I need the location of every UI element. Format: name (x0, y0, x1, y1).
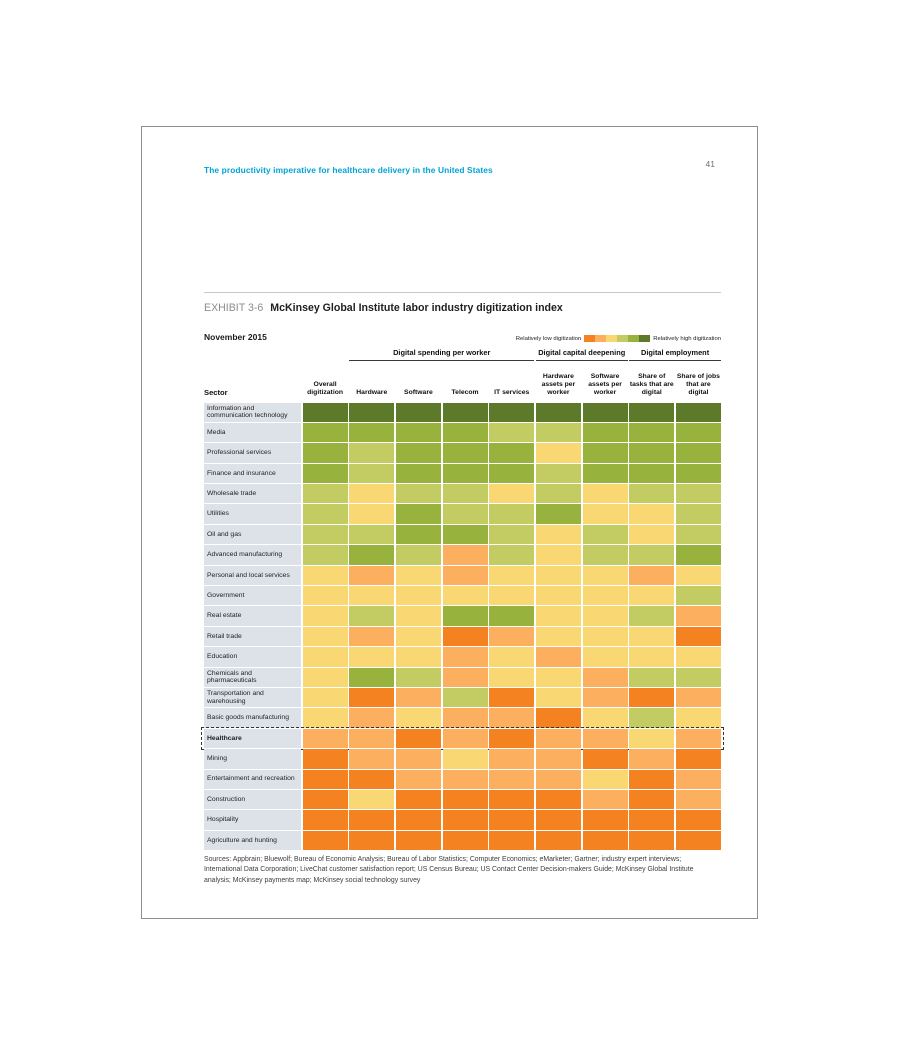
heatmap-cell (583, 525, 628, 544)
heatmap-cell (303, 443, 348, 462)
heatmap-cell (443, 749, 488, 768)
heatmap-cell (536, 566, 581, 585)
heatmap-cell (443, 525, 488, 544)
heatmap-cell (396, 668, 441, 687)
heatmap-cell (536, 504, 581, 523)
sector-label: Oil and gas (204, 525, 301, 544)
heatmap-cell (396, 504, 441, 523)
exhibit-heatmap (204, 348, 721, 851)
legend-swatch (639, 335, 650, 342)
heatmap-cell (349, 606, 394, 625)
heatmap-cell (676, 749, 721, 768)
heatmap-cell (629, 810, 674, 829)
heatmap-cell (303, 586, 348, 605)
heatmap-cell (583, 566, 628, 585)
sector-label: Retail trade (204, 627, 301, 646)
heatmap-cell (489, 423, 534, 442)
column-group-label: Digital spending per worker (349, 348, 534, 361)
heatmap-cell (629, 566, 674, 585)
heatmap-cell (396, 770, 441, 789)
heatmap-cell (396, 525, 441, 544)
heatmap-cell (443, 586, 488, 605)
heatmap-cell (396, 484, 441, 503)
heatmap-cell (396, 729, 441, 748)
sector-label: Transportation and warehousing (204, 688, 301, 707)
column-header: Software (404, 389, 433, 397)
heatmap-cell (443, 688, 488, 707)
heatmap-cell (676, 566, 721, 585)
heatmap-cell (443, 484, 488, 503)
heatmap-cell (489, 606, 534, 625)
heatmap-cell (629, 831, 674, 850)
heatmap-cell (676, 770, 721, 789)
heatmap-cell (396, 464, 441, 483)
heatmap-cell (629, 525, 674, 544)
heatmap-cell (443, 770, 488, 789)
heatmap-cell (396, 443, 441, 462)
heatmap-cell (629, 770, 674, 789)
heatmap-cell (536, 708, 581, 727)
heatmap-cell (583, 668, 628, 687)
heatmap-cell (303, 790, 348, 809)
heatmap-cell (349, 729, 394, 748)
heatmap-body (204, 403, 721, 851)
heatmap-cell (583, 770, 628, 789)
sector-label: Mining (204, 749, 301, 768)
heatmap-cell (303, 566, 348, 585)
heatmap-cell (303, 606, 348, 625)
heatmap-cell (303, 688, 348, 707)
table-row (204, 484, 721, 503)
table-row (204, 525, 721, 544)
heatmap-cell (629, 545, 674, 564)
heatmap-cell (396, 810, 441, 829)
heatmap-cell (629, 668, 674, 687)
sector-label: Utilities (204, 504, 301, 523)
exhibit-title (204, 302, 563, 314)
heatmap-cell (349, 810, 394, 829)
heatmap-cell (396, 688, 441, 707)
heatmap-cell (536, 525, 581, 544)
sector-label: Education (204, 647, 301, 666)
running-header: The productivity imperative for healthcare delivery in the United States (204, 165, 493, 175)
heatmap-cell (396, 749, 441, 768)
heatmap-cell (536, 647, 581, 666)
heatmap-cell (396, 566, 441, 585)
heatmap-cell (349, 586, 394, 605)
heatmap-cell (629, 790, 674, 809)
heatmap-cell (303, 770, 348, 789)
column-header: Share of tasks that are digital (629, 373, 674, 397)
heatmap-cell (583, 790, 628, 809)
heatmap-cell (443, 831, 488, 850)
heatmap-cell (396, 423, 441, 442)
column-header-row (204, 365, 721, 399)
heatmap-cell (583, 545, 628, 564)
legend-swatches (584, 335, 650, 342)
heatmap-cell (443, 708, 488, 727)
legend-swatch (595, 335, 606, 342)
heatmap-cell (489, 749, 534, 768)
heatmap-cell (349, 790, 394, 809)
heatmap-cell (676, 423, 721, 442)
heatmap-cell (536, 729, 581, 748)
color-legend (516, 335, 721, 342)
heatmap-cell (629, 484, 674, 503)
column-header: Hardware (356, 389, 388, 397)
heatmap-cell (583, 627, 628, 646)
sector-label: Agriculture and hunting (204, 831, 301, 850)
heatmap-cell (583, 688, 628, 707)
heatmap-cell (303, 729, 348, 748)
heatmap-cell (536, 464, 581, 483)
column-header: Share of jobs that are digital (676, 373, 720, 397)
heatmap-cell (396, 831, 441, 850)
table-row (204, 790, 721, 809)
heatmap-cell (583, 647, 628, 666)
heatmap-cell (349, 464, 394, 483)
table-row (204, 606, 721, 625)
heatmap-cell (676, 403, 721, 422)
heatmap-cell (536, 423, 581, 442)
heatmap-cell (489, 831, 534, 850)
heatmap-cell (676, 831, 721, 850)
heatmap-cell (443, 647, 488, 666)
heatmap-cell (489, 403, 534, 422)
heatmap-cell (349, 749, 394, 768)
sector-label: Healthcare (204, 729, 301, 748)
heatmap-cell (303, 423, 348, 442)
heatmap-cell (349, 403, 394, 422)
heatmap-cell (303, 627, 348, 646)
heatmap-cell (349, 443, 394, 462)
column-header: Telecom (451, 389, 479, 397)
heatmap-cell (443, 443, 488, 462)
heatmap-cell (303, 831, 348, 850)
heatmap-cell (629, 606, 674, 625)
heatmap-cell (443, 403, 488, 422)
table-row (204, 545, 721, 564)
heatmap-cell (489, 708, 534, 727)
heatmap-cell (489, 688, 534, 707)
legend-swatch (617, 335, 628, 342)
sector-label: Hospitality (204, 810, 301, 829)
heatmap-cell (396, 403, 441, 422)
heatmap-cell (536, 831, 581, 850)
legend-swatch (606, 335, 617, 342)
heatmap-cell (303, 668, 348, 687)
column-header: Hardware assets per worker (541, 373, 576, 397)
heatmap-cell (443, 790, 488, 809)
table-row (204, 668, 721, 687)
sector-label: Personal and local services (204, 566, 301, 585)
sector-label: Information and communication technology (204, 403, 301, 422)
legend-swatch (584, 335, 595, 342)
report-page (141, 126, 758, 919)
heatmap-cell (676, 668, 721, 687)
heatmap-cell (583, 443, 628, 462)
table-row (204, 831, 721, 850)
heatmap-cell (303, 545, 348, 564)
heatmap-cell (303, 403, 348, 422)
heatmap-cell (536, 606, 581, 625)
sources-note: Sources: Appbrain; Bluewolf; Bureau of Economic Analysis; Bureau of Labor Statistics; Computer Economics; eMarketer; Gartner; industry expert interviews; International Data Corporation; LiveChat customer satisfaction report; US Census Bureau; US Contact Center Decision-makers Guide; McKinsey Global Institute analysis; McKinsey payments map; McKinsey social technology survey (204, 856, 694, 884)
sector-label: Media (204, 423, 301, 442)
heatmap-cell (489, 668, 534, 687)
heatmap-cell (676, 729, 721, 748)
heatmap-cell (489, 443, 534, 462)
heatmap-cell (676, 647, 721, 666)
table-row (204, 423, 721, 442)
table-row (204, 749, 721, 768)
group-header-row (204, 348, 721, 361)
heatmap-cell (536, 403, 581, 422)
heatmap-cell (349, 770, 394, 789)
heatmap-cell (629, 708, 674, 727)
heatmap-cell (629, 729, 674, 748)
table-row (204, 504, 721, 523)
heatmap-cell (536, 545, 581, 564)
heatmap-cell (349, 708, 394, 727)
heatmap-cell (303, 525, 348, 544)
heatmap-cell (536, 810, 581, 829)
heatmap-cell (536, 443, 581, 462)
heatmap-cell (583, 810, 628, 829)
heatmap-cell (396, 647, 441, 666)
heatmap-cell (583, 749, 628, 768)
column-group-label: Digital employment (629, 348, 721, 361)
heatmap-cell (583, 606, 628, 625)
heatmap-cell (629, 403, 674, 422)
heatmap-cell (396, 586, 441, 605)
heatmap-cell (303, 464, 348, 483)
table-row (204, 810, 721, 829)
legend-high-label: Relatively high digitization (653, 335, 721, 342)
meta-row (204, 332, 721, 342)
sector-label: Advanced manufacturing (204, 545, 301, 564)
heatmap-cell (676, 464, 721, 483)
heatmap-cell (676, 525, 721, 544)
heatmap-cell (443, 504, 488, 523)
column-header: Software assets per worker (588, 373, 622, 397)
heatmap-cell (676, 443, 721, 462)
heatmap-cell (489, 770, 534, 789)
heatmap-cell (583, 423, 628, 442)
exhibit-label: EXHIBIT 3-6 (204, 302, 264, 314)
heatmap-cell (303, 749, 348, 768)
heatmap-cell (676, 627, 721, 646)
heatmap-cell (443, 810, 488, 829)
heatmap-cell (443, 729, 488, 748)
heatmap-cell (536, 770, 581, 789)
heatmap-cell (676, 545, 721, 564)
table-row (204, 464, 721, 483)
sector-column-header: Sector (204, 387, 228, 397)
sector-label: Professional services (204, 443, 301, 462)
heatmap-cell (443, 668, 488, 687)
table-row (204, 647, 721, 666)
header-rule (204, 292, 721, 293)
heatmap-cell (489, 525, 534, 544)
sector-label: Construction (204, 790, 301, 809)
heatmap-cell (349, 423, 394, 442)
legend-swatch (628, 335, 639, 342)
heatmap-cell (489, 647, 534, 666)
sector-label: Finance and insurance (204, 464, 301, 483)
heatmap-cell (583, 729, 628, 748)
heatmap-cell (536, 790, 581, 809)
sector-label: Government (204, 586, 301, 605)
heatmap-cell (629, 504, 674, 523)
column-group-label: Digital capital deepening (536, 348, 628, 361)
heatmap-cell (443, 627, 488, 646)
heatmap-cell (443, 464, 488, 483)
sector-label: Chemicals and pharmaceuticals (204, 668, 301, 687)
table-row (204, 708, 721, 727)
heatmap-cell (396, 790, 441, 809)
table-row (204, 566, 721, 585)
heatmap-cell (583, 484, 628, 503)
heatmap-cell (536, 586, 581, 605)
heatmap-cell (443, 545, 488, 564)
heatmap-cell (583, 586, 628, 605)
heatmap-cell (349, 545, 394, 564)
heatmap-cell (349, 566, 394, 585)
heatmap-cell (676, 708, 721, 727)
heatmap-cell (396, 627, 441, 646)
heatmap-cell (489, 729, 534, 748)
heatmap-cell (443, 423, 488, 442)
column-header: Overall digitization (307, 381, 344, 397)
heatmap-cell (489, 545, 534, 564)
heatmap-cell (349, 688, 394, 707)
heatmap-cell (536, 627, 581, 646)
exhibit-date: November 2015 (204, 332, 267, 342)
sector-label: Real estate (204, 606, 301, 625)
heatmap-cell (676, 810, 721, 829)
heatmap-cell (629, 647, 674, 666)
heatmap-cell (303, 484, 348, 503)
heatmap-cell (583, 403, 628, 422)
sector-label: Basic goods manufacturing (204, 708, 301, 727)
heatmap-cell (349, 525, 394, 544)
heatmap-cell (489, 484, 534, 503)
heatmap-cell (676, 606, 721, 625)
heatmap-cell (349, 668, 394, 687)
heatmap-cell (489, 586, 534, 605)
table-row (204, 627, 721, 646)
heatmap-cell (443, 606, 488, 625)
table-row (204, 770, 721, 789)
heatmap-cell (629, 627, 674, 646)
heatmap-cell (536, 668, 581, 687)
heatmap-cell (349, 831, 394, 850)
sector-label: Entertainment and recreation (204, 770, 301, 789)
sector-label: Wholesale trade (204, 484, 301, 503)
heatmap-cell (536, 749, 581, 768)
heatmap-cell (583, 708, 628, 727)
heatmap-cell (583, 464, 628, 483)
heatmap-cell (629, 443, 674, 462)
heatmap-cell (489, 464, 534, 483)
heatmap-cell (489, 790, 534, 809)
heatmap-cell (676, 688, 721, 707)
heatmap-cell (396, 708, 441, 727)
table-row (204, 443, 721, 462)
heatmap-cell (303, 810, 348, 829)
heatmap-cell (349, 627, 394, 646)
heatmap-cell (396, 545, 441, 564)
heatmap-cell (489, 504, 534, 523)
heatmap-cell (536, 484, 581, 503)
heatmap-cell (629, 586, 674, 605)
heatmap-cell (629, 688, 674, 707)
heatmap-cell (303, 504, 348, 523)
table-row (204, 403, 721, 422)
heatmap-cell (629, 464, 674, 483)
heatmap-cell (629, 423, 674, 442)
heatmap-cell (489, 566, 534, 585)
heatmap-cell (583, 831, 628, 850)
table-row (204, 586, 721, 605)
page-number: 41 (705, 159, 715, 169)
heatmap-cell (583, 504, 628, 523)
heatmap-cell (489, 810, 534, 829)
heatmap-cell (443, 566, 488, 585)
heatmap-cell (676, 504, 721, 523)
heatmap-cell (349, 647, 394, 666)
column-header: IT services (494, 389, 530, 397)
heatmap-cell (303, 647, 348, 666)
heatmap-cell (489, 627, 534, 646)
table-row (204, 729, 721, 748)
heatmap-cell (536, 688, 581, 707)
legend-low-label: Relatively low digitization (515, 335, 582, 342)
heatmap-cell (396, 606, 441, 625)
heatmap-cell (349, 504, 394, 523)
heatmap-cell (676, 790, 721, 809)
table-row (204, 688, 721, 707)
heatmap-cell (303, 708, 348, 727)
heatmap-cell (629, 749, 674, 768)
heatmap-cell (676, 484, 721, 503)
heatmap-cell (676, 586, 721, 605)
exhibit-name: McKinsey Global Institute labor industry digitization index (270, 302, 563, 314)
heatmap-cell (349, 484, 394, 503)
